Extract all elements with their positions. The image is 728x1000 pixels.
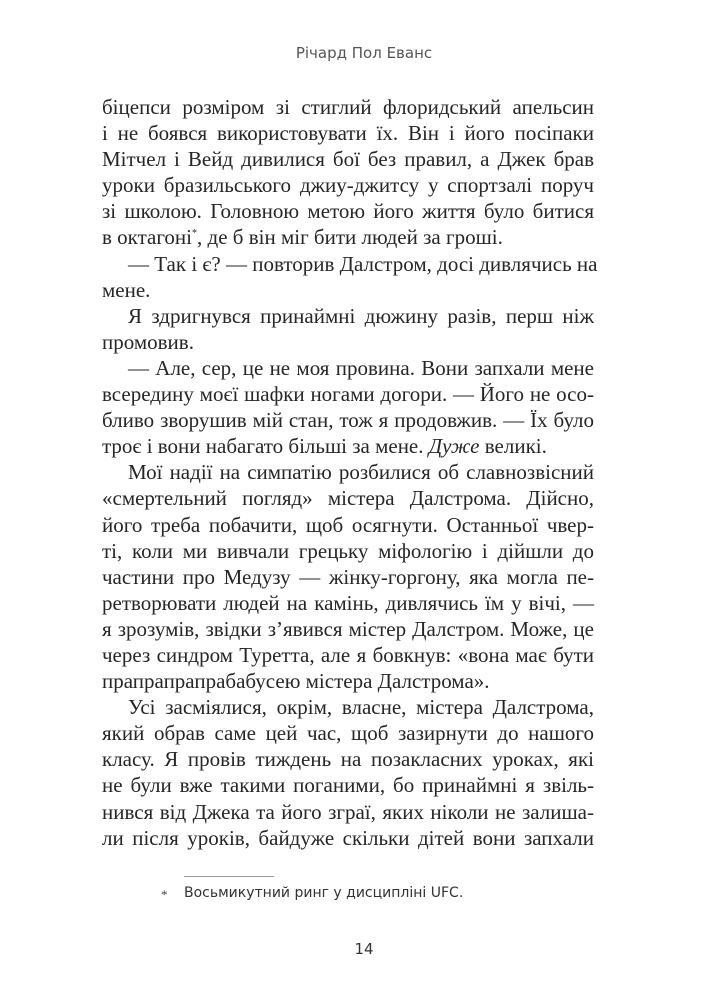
footnote-text: Восьмикутний ринг у дисципліні UFC.	[184, 885, 464, 901]
text-line	[102, 616, 594, 642]
text-line	[102, 668, 594, 694]
text-span: частини про Медузу — жінку-горгону, яка могла пе-	[102, 564, 594, 589]
running-header: Річард Пол Еванс	[295, 44, 433, 62]
text-span: Усі засміялися, окрім, власне, містера Далстрома,	[128, 695, 594, 720]
text-span: — Але, сер, це не моя провина. Вони запхали мене	[128, 355, 594, 380]
text-span: ли після уроків, байдуже скільки дітей вони запхали	[102, 825, 594, 850]
text-line	[102, 590, 594, 616]
text-span: Мітчел і Вейд дивилися бої без правил, а Джек брав	[102, 147, 594, 172]
text-line	[102, 746, 594, 772]
text-span: мене.	[102, 277, 151, 302]
text-line	[102, 433, 594, 459]
footnote-ref: *	[192, 228, 198, 240]
footnote-divider	[184, 876, 274, 877]
body-text	[102, 94, 598, 851]
text-line	[102, 538, 594, 564]
text-line	[102, 120, 594, 146]
text-span: Мої надії на симпатію розбилися об славнозвісний	[128, 460, 594, 485]
text-line	[102, 355, 594, 381]
text-span: я зрозумів, звідки з’явився містер Далстром. Може, це	[102, 616, 594, 641]
text-span: троє і вони набагато більші за мене.	[102, 434, 429, 459]
text-line	[102, 642, 594, 668]
text-span: біцепси розміром зі стиглий флоридський апельсин	[102, 95, 594, 119]
text-line	[102, 224, 594, 250]
text-span: «смертельний погляд» містера Далстрома. Дійсно,	[102, 486, 594, 511]
text-line	[102, 512, 594, 538]
text-span: великі.	[479, 434, 547, 459]
text-line	[102, 381, 594, 407]
text-span: промовив.	[102, 329, 194, 354]
text-line	[102, 772, 594, 798]
text-line	[102, 720, 594, 746]
text-span: уроки бразильського джиу-джитсу у спортзалі поруч	[102, 173, 594, 198]
text-span: , де б він міг бити людей за гроші.	[197, 225, 503, 250]
text-span: прапрапрапрабабусею містера Далстрома».	[102, 669, 490, 694]
emphasis-text: Дуже	[428, 434, 480, 459]
page-number: 14	[354, 940, 374, 958]
text-line	[102, 94, 594, 120]
text-span: нився від Джека та його зграї, яких ніколи не залиша-	[102, 799, 594, 824]
text-span: ті, коли ми вивчали грецьку міфологію і дійшли до	[102, 538, 594, 563]
text-span: бливо зворушив мій стан, тож я продовжив. — Їх було	[102, 408, 594, 433]
text-line	[102, 251, 598, 277]
text-line	[102, 459, 594, 485]
text-span: його треба побачити, щоб осягнути. Останньої чвер-	[102, 512, 594, 537]
text-span: і не боявся використовувати їх. Він і його посіпаки	[102, 121, 594, 146]
text-span: всередину моєї шафки ногами догори. — Його не осо-	[102, 382, 594, 407]
text-line	[102, 172, 594, 198]
text-line	[102, 198, 594, 224]
text-span: не були вже такими поганими, бо принаймні я звіль-	[102, 773, 594, 798]
text-line	[102, 485, 594, 511]
text-line	[102, 694, 594, 720]
text-line	[102, 564, 594, 590]
text-line	[102, 329, 594, 355]
text-line	[102, 799, 594, 825]
text-line	[102, 825, 594, 851]
text-span: Я здригнувся принаймні дюжину разів, перш ніж	[128, 303, 594, 328]
text-span: в октагоні	[102, 225, 193, 250]
text-line	[102, 303, 594, 329]
footnote-marker: *	[161, 887, 168, 902]
text-span: зі школою. Головною метою його життя було битися	[102, 199, 594, 224]
text-span: класу. Я провів тиждень на позакласних уроках, які	[102, 747, 594, 772]
text-span: який обрав саме цей час, щоб зазирнути до нашого	[102, 721, 594, 746]
text-line	[102, 277, 594, 303]
text-span: ретворювати людей на камінь, дивлячись їм у вічі, —	[102, 590, 594, 615]
text-line	[102, 146, 594, 172]
text-span: через синдром Туретта, але я бовкнув: «вона має бути	[102, 642, 594, 667]
text-span: — Так і є? — повторив Далстром, досі дивлячись на	[128, 251, 598, 276]
text-line	[102, 407, 594, 433]
